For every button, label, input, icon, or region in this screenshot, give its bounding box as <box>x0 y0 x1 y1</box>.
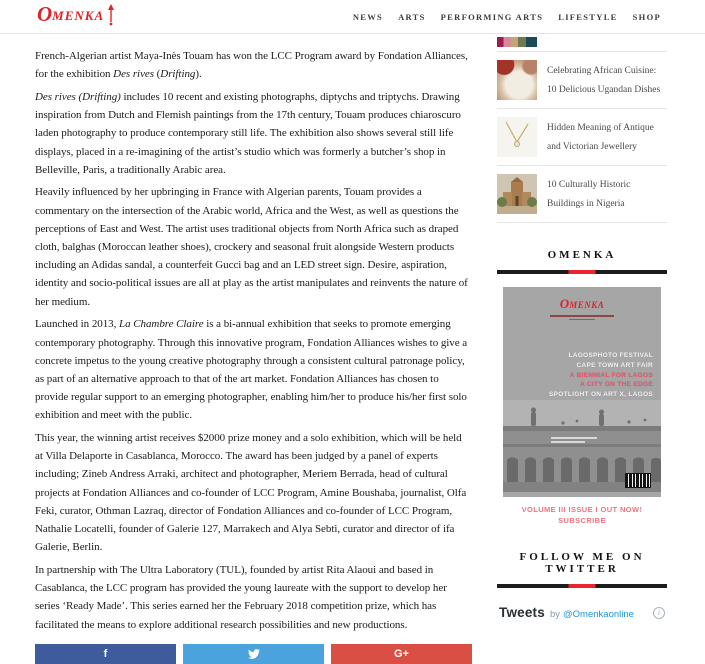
nav-item-arts[interactable]: ARTS <box>398 11 426 22</box>
post-thumbnail-cutoff <box>497 37 537 47</box>
logo-arrow-icon <box>107 4 115 30</box>
share-button-row <box>35 644 472 664</box>
twitter-section-heading: FOLLOW ME ON TWITTER <box>519 551 645 575</box>
issue-announcement: VOLUME III ISSUE I OUT NOW! <box>521 505 643 514</box>
sidebar-post-ugandan-dishes[interactable] <box>497 52 667 109</box>
article-paragraph: Launched in 2013, La Chambre Claire is a bi-annual exhibition that seeks to promote emerging contemporary photography. Through this innovative program, Fondation Alliances wishes to give a concrete impetus to the young creative photography through a consistent cultural patronage policy, as part of an alternative approach to that of the art market. Fondation Alliances has chosen to provide regular support to an emerging photographer, enabling him/her to produce his/her first solo exhibition and meet with the public. <box>35 318 468 422</box>
nav-item-news[interactable]: NEWS <box>352 11 384 22</box>
cover-headline: A CITY ON THE EDGE <box>580 381 653 389</box>
cover-headline: SPOTLIGHT ON ART X, LAGOS <box>548 391 653 399</box>
sidebar-post-victorian-jewellery[interactable] <box>497 109 667 166</box>
tweets-label: Tweets <box>499 605 545 620</box>
subscribe-link[interactable]: SUBSCRIBE <box>558 516 606 525</box>
sidebar-post-historic-buildings[interactable] <box>497 166 667 223</box>
post-thumbnail-jewellery <box>497 117 537 157</box>
share-facebook-button[interactable] <box>35 644 176 664</box>
page-body <box>0 34 705 664</box>
nav-item-lifestyle[interactable]: LIFESTYLE <box>558 11 618 22</box>
article-paragraph: Des rives (Drifting) includes 10 recent and existing photographs, diptychs and triptychs. Drawing inspiration from Dutch and Flemish paintings from the 17th century, Touam produces chiaroscuro laden photography to produce contemporary still life. The exhibition also shows several still life displays, placed in a re-imagining of the artist’s studio which was formerly a butcher’s shop in Belleville, Paris, a traditionally Arabic area. <box>35 90 461 176</box>
twitter-timeline-widget <box>497 601 667 624</box>
post-title: Hidden Meaning of Antique and Victorian Jewellery <box>547 123 654 152</box>
article-paragraph: Heavily influenced by her upbringing in France with Algerian parents, Touam provides a commentary on the intersection of the Arabic world, Africa and the West, as well as questions the perceptions of East and West. The artist uses traditional objects from North Africa such as draped cloth, balghas (Moroccan leather shoes), crockery and seasonal fruit alongside Western products including an Adidas sandal, a counterfeit Gucci bag and an LED street sign. Desire, aspiration, identity and socio-political issues are all at play as the artist manipulates and reinvents the nature of her medium. <box>35 186 468 308</box>
googleplus-icon: G+ <box>394 647 409 660</box>
article-paragraph: French-Algerian artist Maya-Inès Touam has won the LCC Program award by Fondation Alliances, for the exhibition Des rives (Drifting). <box>35 50 468 81</box>
nav-item-shop[interactable]: SHOP <box>632 11 661 22</box>
post-thumbnail-building <box>497 174 537 214</box>
site-logo[interactable]: O MENKA <box>37 4 115 30</box>
article-paragraph: In partnership with The Ultra Laboratory (TUL), founded by artist Rita Alaoui and based in Casablanca, the LCC program has provided the young laureate with the support to develop her series ‘Ready Made’. This series earned her the February 2018 competition prize, which has facilitated the means to explore additional research possibilities and new productions. <box>35 563 447 631</box>
site-header <box>0 0 705 34</box>
twitter-bird-icon <box>248 649 260 659</box>
tweets-by-label: by <box>549 609 561 620</box>
omenka-section-heading: OMENKA <box>547 249 617 261</box>
cover-headline: LAGOSPHOTO FESTIVAL <box>568 352 653 359</box>
heading-divider-bar <box>497 270 667 274</box>
nav-item-performing-arts[interactable]: PERFORMING ARTS <box>440 11 544 22</box>
logo-text: O <box>37 1 53 26</box>
cover-headline: A BIENNIAL FOR LAGOS <box>569 371 653 379</box>
magazine-cover[interactable] <box>503 287 661 497</box>
article-body <box>35 34 472 634</box>
twitter-handle-link[interactable]: @Omenkaonline <box>563 609 634 620</box>
sidebar-post-cutoff[interactable] <box>497 34 667 52</box>
info-icon[interactable]: i <box>653 607 665 619</box>
heading-divider-bar <box>497 584 667 588</box>
share-twitter-button[interactable] <box>183 644 324 664</box>
facebook-icon: f <box>103 647 108 660</box>
article-paragraph: This year, the winning artist receives $2000 prize money and a solo exhibition, which will be held at Villa Delaporte in Casablanca, Morocco. The award has been judged by a panel of experts including; Zineb Andress Arraki, architect and photographer, Meriem Berrada, head of cultural projects at Fondation Alliances and co-founder of LCC Program, Amine Boushaba, journalist, Olfa Feki, curator, Othman Lazraq, director of Fondation Alliances and co-founder of LCC Program, Nathalie Locatelli, founder of Galerie 127, Marrakech and Alya Sebti, curator and director of ifa Galerie, Berlin. <box>35 432 467 554</box>
post-title: Celebrating African Cuisine: 10 Delicious Ugandan Dishes <box>547 66 661 95</box>
cover-caption <box>551 437 597 445</box>
cover-logo: OMENKA <box>503 296 661 320</box>
cover-headline: CAPE TOWN ART FAIR <box>576 361 653 369</box>
post-thumbnail-food <box>497 60 537 100</box>
sidebar <box>497 34 667 624</box>
share-googleplus-button[interactable] <box>331 644 472 664</box>
post-title: 10 Culturally Historic Buildings in Nigeria <box>547 180 631 209</box>
barcode <box>625 473 651 488</box>
main-nav <box>353 12 661 22</box>
article-column <box>35 34 472 664</box>
